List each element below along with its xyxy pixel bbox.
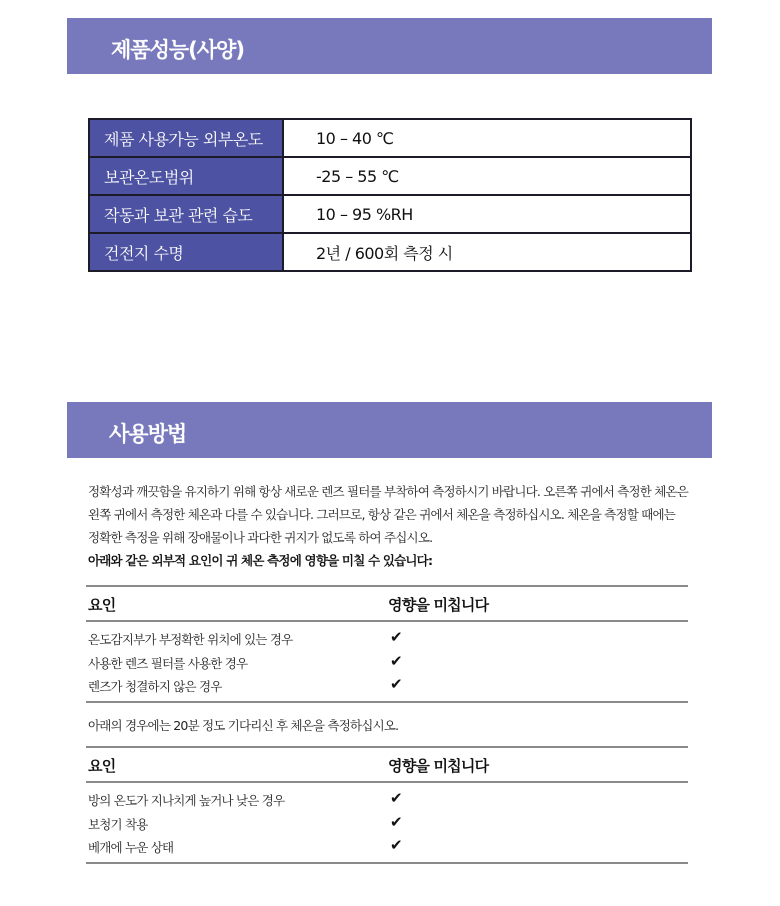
factor-text: 온도감지부가 부정확한 위치에 있는 경우 bbox=[88, 632, 293, 647]
spec-label: 제품 사용가능 외부온도 bbox=[89, 119, 283, 157]
factor-text: 사용한 렌즈 필터를 사용한 경우 bbox=[88, 655, 248, 671]
spec-value: 2년 / 600회 측정 시 bbox=[283, 233, 691, 271]
usage-section-title: 사용방법 bbox=[109, 422, 187, 446]
spec-row bbox=[89, 233, 691, 271]
factor-text: 방의 온도가 지나치게 높거나 낮은 경우 bbox=[88, 793, 285, 808]
spec-label: 보관온도범위 bbox=[89, 157, 283, 195]
spec-label: 건전지 수명 bbox=[89, 233, 283, 271]
usage-section-header bbox=[67, 402, 712, 458]
header-affects: 영향을 미칩니다 bbox=[388, 757, 489, 775]
spec-row bbox=[89, 119, 691, 157]
table-row bbox=[86, 811, 688, 835]
factor-table-1 bbox=[86, 585, 688, 703]
spec-table bbox=[88, 118, 692, 272]
table-row bbox=[86, 787, 688, 811]
header-affects: 영향을 미칩니다 bbox=[388, 596, 489, 614]
specs-section-header bbox=[67, 18, 712, 74]
spec-row bbox=[89, 195, 691, 233]
specs-section-title: 제품성능(사양) bbox=[111, 38, 244, 62]
checkmark-icon: ✔ bbox=[390, 836, 403, 854]
checkmark-icon: ✔ bbox=[390, 651, 403, 670]
intro-line: 정확한 측정을 위해 장애물이나 과다한 귀지가 없도록 하여 주십시오. bbox=[88, 530, 433, 545]
factor-text: 베개에 누운 상태 bbox=[88, 840, 174, 855]
wait-note: 아래의 경우에는 20분 정도 기다리신 후 체온을 측정하십시오. bbox=[88, 718, 399, 733]
spec-row bbox=[89, 157, 691, 195]
usage-intro bbox=[88, 480, 698, 572]
intro-line: 정확성과 깨끗함을 유지하기 위해 항상 새로운 렌즈 필터를 부착하여 측정하시기 바랍니다. 오른쪽 귀에서 측정한 체온은 bbox=[88, 484, 689, 499]
checkmark-icon: ✔ bbox=[390, 812, 403, 831]
table-row bbox=[86, 650, 688, 674]
checkmark-icon: ✔ bbox=[390, 628, 403, 646]
checkmark-icon: ✔ bbox=[390, 675, 403, 693]
table-row bbox=[86, 673, 688, 697]
factor-table-header bbox=[86, 746, 688, 783]
factor-table-2 bbox=[86, 746, 688, 864]
factor-text: 렌즈가 청결하지 않은 경우 bbox=[88, 679, 222, 694]
spec-value: 10 – 95 %RH bbox=[283, 195, 691, 233]
spec-label: 작동과 보관 관련 습도 bbox=[89, 195, 283, 233]
intro-bold-line: 아래와 같은 외부적 요인이 귀 체온 측정에 영향을 미칠 수 있습니다: bbox=[88, 553, 433, 568]
spec-value: -25 – 55 ℃ bbox=[283, 157, 691, 195]
header-factor: 요인 bbox=[88, 596, 116, 614]
intro-line: 왼쪽 귀에서 측정한 체온과 다를 수 있습니다. 그러므로, 항상 같은 귀에서 체온을 측정하십시오. 체온을 측정할 때에는 bbox=[88, 507, 676, 522]
table-row bbox=[86, 626, 688, 650]
header-factor: 요인 bbox=[88, 757, 116, 775]
checkmark-icon: ✔ bbox=[390, 789, 403, 807]
spec-value: 10 – 40 ℃ bbox=[283, 119, 691, 157]
factor-table-header bbox=[86, 585, 688, 622]
factor-text: 보청기 착용 bbox=[88, 816, 148, 832]
table-row bbox=[86, 834, 688, 858]
